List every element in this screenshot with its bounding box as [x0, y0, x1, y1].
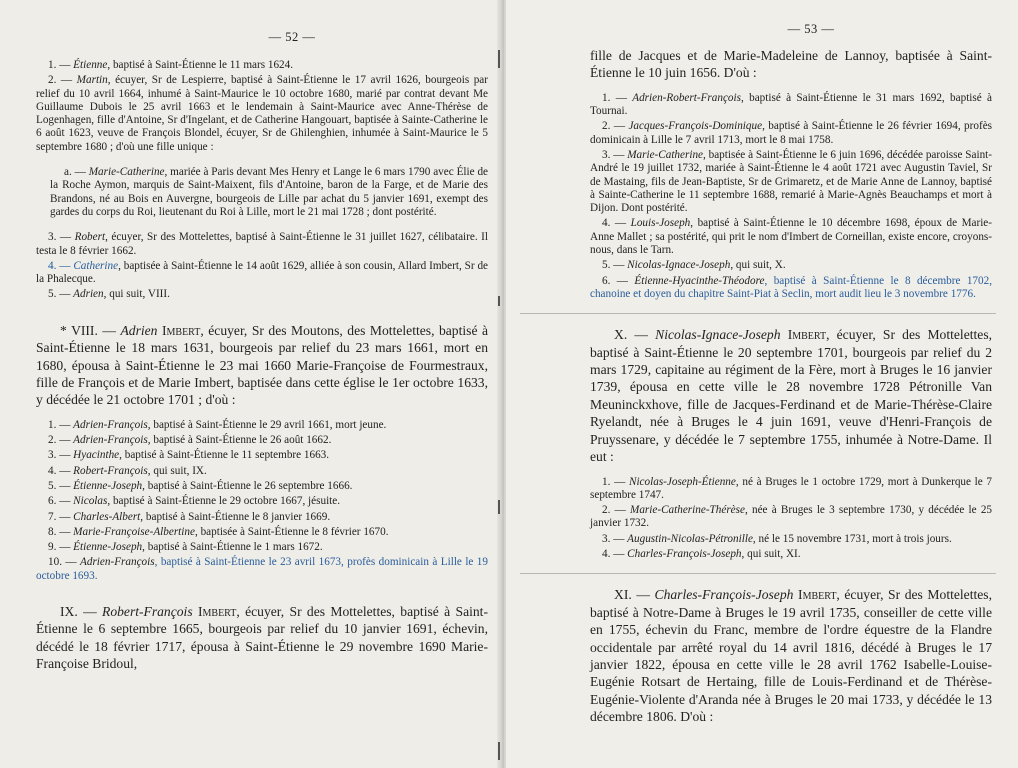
entry-3: 3. — Robert, écuyer, Sr des Mottelettes, baptisé à Saint-Étienne le 31 juillet 1627, célibataire. Il testa le 8 février 1662. [36, 231, 488, 257]
child-7: 7. — Charles-Albert, baptisé à Saint-Étienne le 8 janvier 1669. [48, 510, 331, 523]
child-2: 2. — Jacques-François-Dominique, baptisé à Saint-Étienne le 26 février 1694, profès dominicain à Lille le 7 avril 1713, mort le 8 mai 1758. [590, 120, 993, 146]
binding-mark [498, 296, 500, 306]
entries-ix [590, 92, 992, 301]
binding-mark [498, 50, 500, 68]
child-4: 4. — Louis-Joseph, baptisé à Saint-Étienne le 10 décembre 1698, époux de Marie-Anne Mallet ; sa postérité, qui prit le nom d'Imbert de Corneillan, existe encore, croyons-nous, dans le Tarn. [590, 217, 993, 257]
binding-mark [498, 742, 500, 760]
divider [520, 573, 996, 574]
entries-x [590, 476, 992, 562]
section-xi: XI. — Charles-François-Joseph Imbert, écuyer, Sr des Mottelettes, baptisé à Notre-Dame à Bruges le 19 avril 1735, conseiller de cette ville en 1755, échevin du Franc, membre de l'ordre équestre de la Flandre occidentale par arrêté royal du 14 avril 1816, décédé à Bruges le 17 janvier 1822, épousa en cette ville le 28 avril 1762 Isabelle-Louise-Eugénie Rotsart de Hertaing, fille de Louis-Ferdinand et de Thérèse-Eugénie-Violente d'Aranda née à Bruges le 20 mai 1733, y décédée le 13 décembre 1806. D'où : [590, 587, 992, 725]
child-3: 3. — Hyacinthe, baptisé à Saint-Étienne le 11 septembre 1663. [48, 449, 330, 462]
entry-2: 2. — Martin, écuyer, Sr de Lespierre, baptisé à Saint-Étienne le 17 avril 1626, bourgeois par relief du 10 avril 1664, inhumé à Saint-Maurice le 10 octobre 1680, marié par contrat devant Me Guillaume Dubois le 25 avril 1663 et le lendemain à Saint-Maurice avec Anne-Thérèse de Logenhagen, fille d'Antoine, Sr d'Ingelant, et de Catherine Hangouart, baptisée à Sainte-Catherine le 6 août 1623, veuve de François Blondel, écuyer, Sr de Ghilenghien, inhumée à Saint-Maurice le 5 septembre 1680 ; d'où une fille unique : [36, 74, 488, 153]
entry-5: 5. — Adrien, qui suit, VIII. [48, 288, 170, 301]
child-10: 10. — Adrien-François, baptisé à Saint-Étienne le 23 avril 1673, profès dominicain à Lille le 19 octobre 1693. [36, 556, 488, 582]
entry-4: 4. — Catherine, baptisée à Saint-Étienne le 14 août 1629, alliée à son cousin, Allard Imbert, Sr de la Phalecque. [36, 259, 488, 286]
child-6: 6. — Étienne-Hyacinthe-Théodore, baptisé à Saint-Étienne le 8 décembre 1702, chanoine et doyen du chapitre Saint-Piat à Seclin, mort audit lieu le 3 novembre 1776. [590, 274, 993, 300]
page-number-53: — 53 — [787, 22, 835, 36]
section-x: X. — Nicolas-Ignace-Joseph Imbert, écuyer, Sr des Mottelettes, baptisé à Saint-Étienne le 20 septembre 1701, bourgeois par relief du 2 mars 1729, capitaine au régiment de la Fère, mort à Bruges le 16 janvier 1739, épousa en cette ville le 28 novembre 1728 Pétronille Van Meuninckxhove, fille de Jacques-Ferdinand et de Marie-Thérèse-Claire Ryelandt, née à Bruges le 4 juin 1691, veuve d'Henri-François de Pruyssenare, y décédée le 7 septembre 1755, inhumée à Notre-Dame. Il eut : [590, 327, 993, 465]
right-page [506, 0, 1018, 768]
child-6: 6. — Nicolas, baptisé à Saint-Étienne le 29 octobre 1667, jésuite. [48, 495, 341, 508]
left-page [0, 0, 504, 768]
section-viii: * VIII. — Adrien Imbert, écuyer, Sr des Moutons, des Mottelettes, baptisé à Saint-Étienne le 18 mars 1631, bourgeois par relief du 23 mars 1661, mort en 1680, épousa à Saint-Étienne le 23 mai 1660 Marie-Françoise de Fourmestraux, fille de François et de Marie Imbert, baptisée dans cette église le 1er octobre 1633, y décédée le 21 octobre 1701 ; d'où : [36, 322, 489, 408]
child-9: 9. — Étienne-Joseph, baptisé à Saint-Étienne le 1 mars 1672. [48, 541, 323, 554]
section-ix: IX. — Robert-François Imbert, écuyer, Sr des Mottelettes, baptisé à Saint-Étienne le 6 septembre 1665, bourgeois par relief du 10 janvier 1691, échevin, décédé le 18 février 1717, épousa à Saint-Étienne le 29 novembre 1690 Marie-Françoise Bridoul, [36, 604, 488, 672]
section-marker: * [60, 322, 67, 338]
divider [520, 313, 996, 314]
child-8: 8. — Marie-Françoise-Albertine, baptisée à Saint-Étienne le 8 février 1670. [48, 525, 389, 538]
child-1: 1. — Adrien-Robert-François, baptisé à Saint-Étienne le 31 mars 1692, baptisé à Tournai. [590, 91, 993, 118]
entries-viii [36, 419, 488, 583]
page-number-52: — 52 — [268, 30, 316, 44]
child-3: 3. — Marie-Catherine, baptisée à Saint-Étienne le 6 juin 1696, décédée paroisse Saint-André le 19 juillet 1732, mariée à Saint-Étienne le 4 août 1721 avec Augustin Taviel, Sr de Mastaing, fils de Jean-Baptiste, Sr de Grimaretz, et de Marie Anne de Lannoy, baptisé à Sainte-Catherine le 11 septembre 1688, remarié à Marie-Agnès Beauchamps et mort à Dijon. Dont postérité. [590, 149, 993, 215]
continuation-text: fille de Jacques et de Marie-Madeleine de Lannoy, baptisée à Saint-Étienne le 10 juin 1656. D'où : [590, 48, 992, 81]
child-1: 1. — Adrien-François, baptisé à Saint-Étienne le 29 avril 1661, mort jeune. [48, 418, 387, 431]
child-4: 4. — Robert-François, qui suit, IX. [48, 464, 207, 477]
child-5: 5. — Nicolas-Ignace-Joseph, qui suit, X. [602, 259, 786, 272]
child-5: 5. — Étienne-Joseph, baptisé à Saint-Étienne le 26 septembre 1666. [48, 479, 353, 492]
child-3: 3. — Augustin-Nicolas-Pétronille, né le 15 novembre 1731, mort à trois jours. [602, 532, 952, 545]
entries-top [36, 59, 488, 302]
child-1: 1. — Nicolas-Joseph-Étienne, né à Bruges le 1 octobre 1729, mort à Dunkerque le 7 septembre 1747. [590, 475, 993, 501]
child-2: 2. — Adrien-François, baptisé à Saint-Étienne le 26 août 1662. [48, 434, 332, 447]
child-2: 2. — Marie-Catherine-Thérèse, née à Bruges le 3 septembre 1730, y décédée le 25 janvier 1732. [590, 504, 993, 530]
entry-1: 1. — Étienne, baptisé à Saint-Étienne le 11 mars 1624. [48, 59, 294, 71]
entry-a: a. — Marie-Catherine, mariée à Paris devant Mes Henry et Lange le 6 mars 1790 avec Élie de la Roche Aymon, marquis de Saint-Maixent, fils d'Antoine, baron de la Farge, et de Marie des Brandons, né au Bois en Auvergne, bourgeois de Lille par achat du 5 janvier 1691, exempt des gardes du corps du Roi, lieutenant du Roi à Lille, mort le 21 mai 1728 ; dont postérité. [50, 166, 489, 218]
child-4: 4. — Charles-François-Joseph, qui suit, XI. [602, 548, 801, 560]
binding-mark [498, 500, 500, 514]
